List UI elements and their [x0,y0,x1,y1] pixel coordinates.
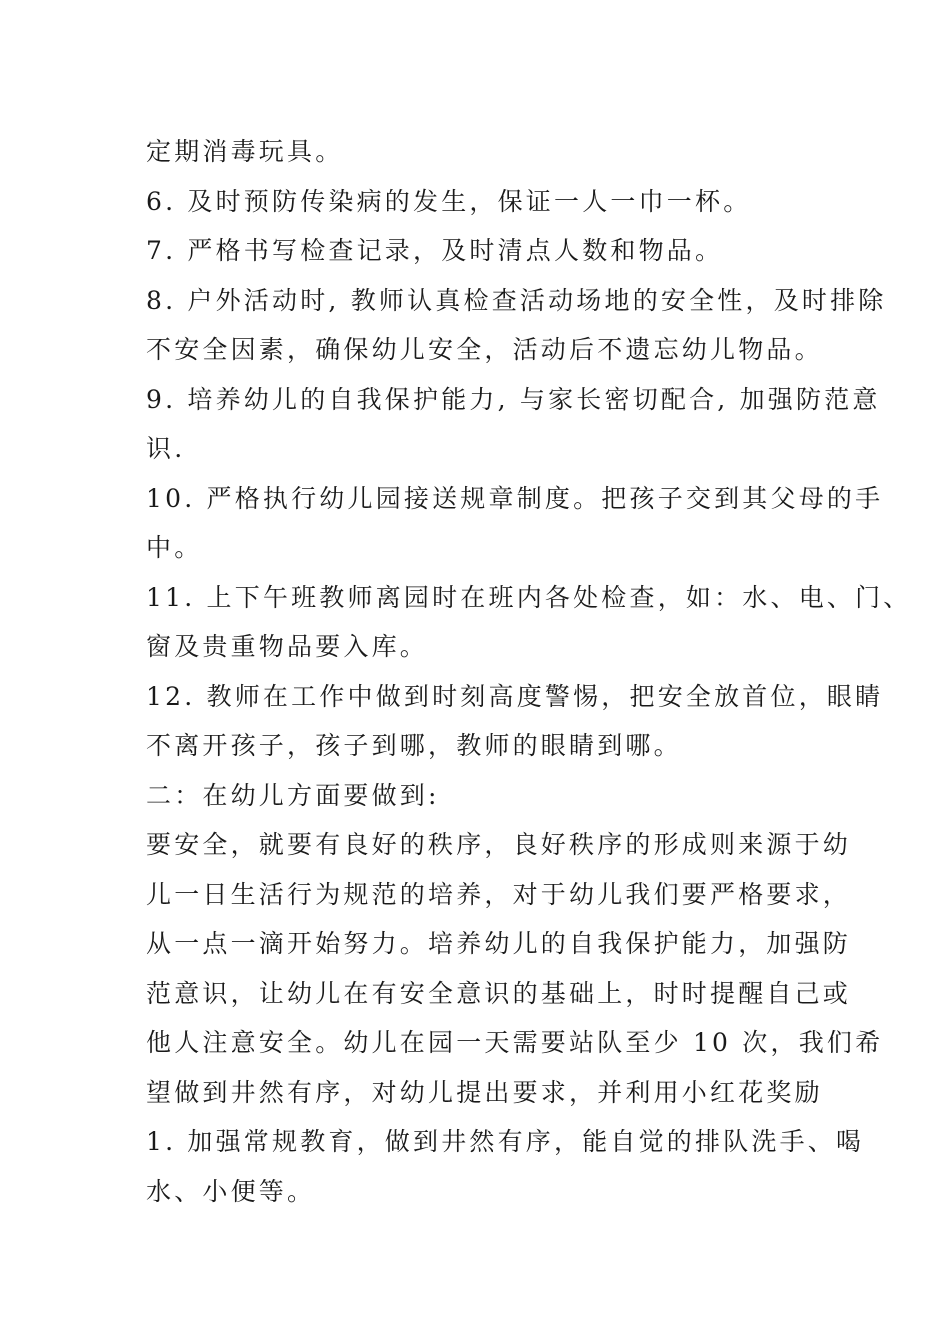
paragraph-line: 儿一日生活行为规范的培养，对于幼儿我们要严格要求， [146,879,852,909]
list-item-10: 10. 严格执行幼儿园接送规章制度。把孩子交到其父母的手 [146,483,884,513]
text-line: 不离开孩子，孩子到哪，教师的眼睛到哪。 [146,731,682,760]
text-line: 水、小便等。 [146,1176,316,1206]
list-item-8: 8. 户外活动时, 教师认真检查活动场地的安全性，及时排除 [146,285,887,315]
paragraph-line: 他人注意安全。幼儿在园一天需要站队至少 10 次，我们希 [146,1028,884,1057]
paragraph-line: 要安全，就要有良好的秩序，良好秩序的形成则来源于幼 [146,830,852,859]
list-item-11: 11. 上下午班教师离园时在班内各处检查，如：水、电、门、 [146,582,912,612]
paragraph-line: 望做到井然有序，对幼儿提出要求，并利用小红花奖励 [146,1077,823,1107]
section-heading: 二：在幼儿方面要做到: [146,780,440,810]
text-line: 不安全因素，确保幼儿安全，活动后不遗忘幼儿物品。 [146,335,823,364]
list-item-1: 1. 加强常规教育，做到井然有序，能自觉的排队洗手、喝 [146,1127,865,1156]
list-item-9: 9. 培养幼儿的自我保护能力, 与家长密切配合, 加强防范意 [146,384,881,414]
text-line: 定期消毒玩具。 [146,137,344,166]
text-line: 中。 [146,533,203,562]
paragraph-line: 从一点一滴开始努力。培养幼儿的自我保护能力，加强防 [146,929,852,958]
list-item-6: 6. 及时预防传染病的发生，保证一人一巾一杯。 [146,186,752,216]
text-line: 窗及贵重物品要入库。 [146,632,429,661]
text-line: 识. [146,434,186,463]
paragraph-line: 范意识，让幼儿在有安全意识的基础上，时时提醒自己或 [146,978,852,1008]
list-item-7: 7. 严格书写检查记录，及时清点人数和物品。 [146,236,724,265]
list-item-12: 12. 教师在工作中做到时刻高度警惕，把安全放首位，眼睛 [146,681,884,711]
document-body [146,127,912,1216]
